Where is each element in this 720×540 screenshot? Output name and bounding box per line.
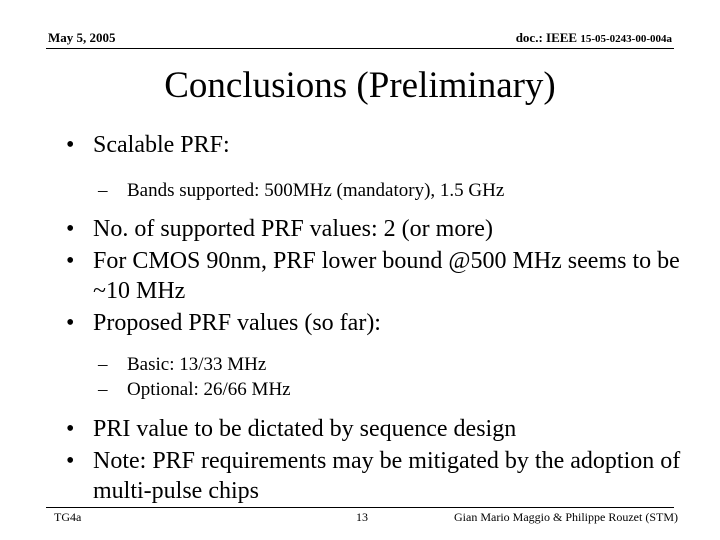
subbullet-marker: – — [98, 180, 108, 201]
subbullet-text: Optional: 26/66 MHz — [127, 379, 291, 400]
bullet-marker: • — [66, 310, 75, 336]
bullet-scalable-prf — [62, 130, 682, 160]
header-date: May 5, 2005 — [48, 30, 116, 45]
subbullet-bands — [62, 178, 682, 203]
bullet-proposed-prf — [62, 308, 682, 338]
bullet-text: For CMOS 90nm, PRF lower bound @500 MHz seems to be ~10 MHz — [93, 248, 680, 304]
bullet-marker: • — [66, 132, 75, 158]
header-doc-id — [516, 30, 672, 46]
bullet-text: PRI value to be dictated by sequence design — [93, 416, 517, 442]
slide-content — [62, 130, 682, 506]
footer-divider — [46, 507, 674, 508]
subbullet-optional — [62, 377, 682, 402]
bullet-marker: • — [66, 448, 75, 474]
bullet-text: No. of supported PRF values: 2 (or more) — [93, 216, 493, 242]
bullet-text: Proposed PRF values (so far): — [93, 310, 381, 336]
footer-group: TG4a — [54, 510, 82, 524]
subbullet-text: Basic: 13/33 MHz — [127, 354, 267, 375]
bullet-prf-count — [62, 214, 682, 244]
subbullet-marker: – — [98, 354, 108, 375]
bullet-pri — [62, 414, 682, 444]
bullet-marker: • — [66, 248, 75, 274]
slide-title: Conclusions (Preliminary) — [164, 65, 556, 106]
subbullet-marker: – — [98, 379, 108, 400]
header-doc-prefix: doc.: IEEE — [515, 30, 581, 45]
header-doc-number: 15-05-0243-00-004a — [580, 33, 672, 45]
bullet-text: Note: PRF requirements may be mitigated by the adoption of multi-pulse chips — [93, 448, 681, 504]
bullet-note — [62, 446, 682, 506]
subbullet-text: Bands supported: 500MHz (mandatory), 1.5 GHz — [127, 180, 505, 201]
bullet-text: Scalable PRF: — [93, 132, 230, 158]
footer-authors: Gian Mario Maggio & Philippe Rouzet (STM) — [454, 510, 678, 524]
bullet-marker: • — [66, 416, 75, 442]
page-number: 13 — [356, 510, 368, 524]
header-divider — [46, 48, 674, 49]
bullet-cmos — [62, 246, 682, 306]
bullet-marker: • — [66, 216, 75, 242]
subbullet-basic — [62, 352, 682, 377]
